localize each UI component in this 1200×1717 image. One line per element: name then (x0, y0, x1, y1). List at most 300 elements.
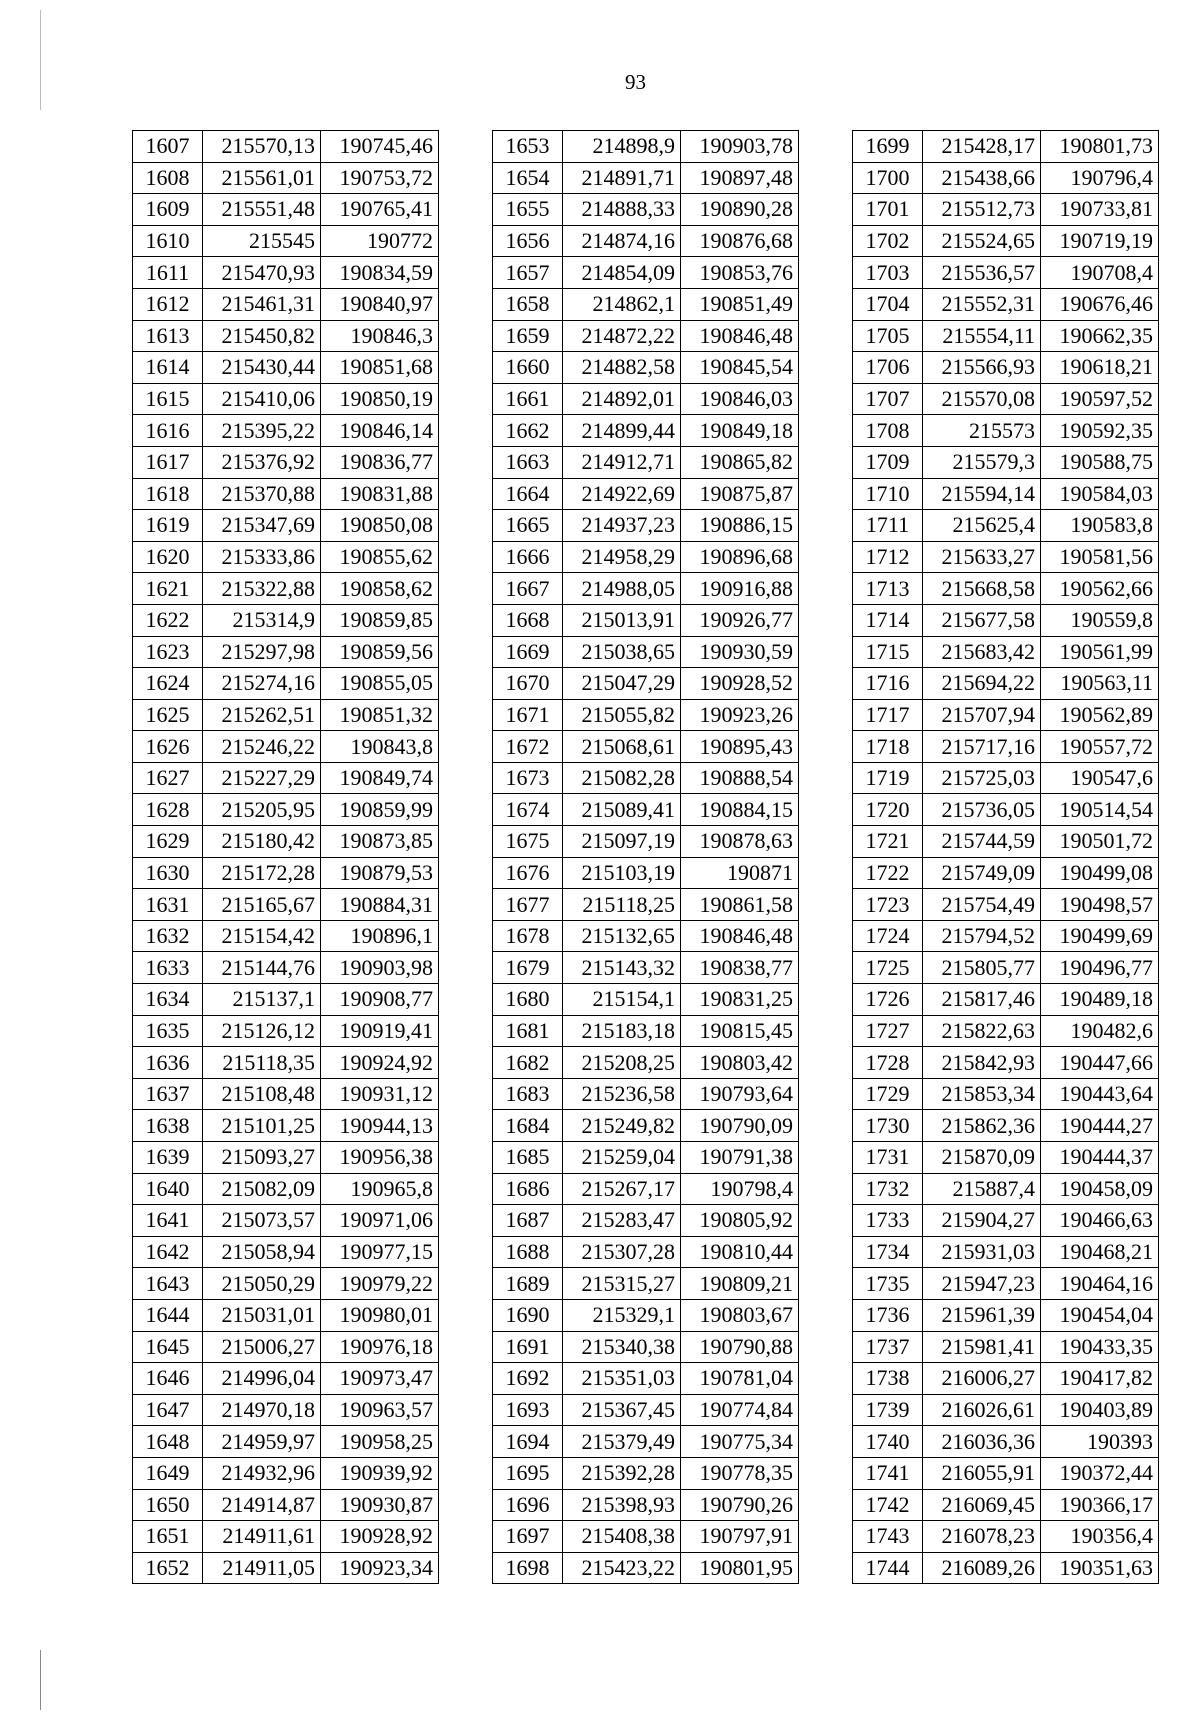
point-number-cell: 1728 (853, 1047, 923, 1079)
point-number-cell: 1617 (133, 446, 203, 478)
table-row (133, 731, 439, 763)
y-coordinate-cell: 190859,85 (321, 604, 439, 636)
x-coordinate-cell: 214911,61 (203, 1521, 321, 1553)
x-coordinate-cell: 214891,71 (563, 162, 681, 194)
x-coordinate-cell: 215082,28 (563, 762, 681, 794)
x-coordinate-cell: 215108,48 (203, 1078, 321, 1110)
table-row (133, 383, 439, 415)
table-row (853, 1331, 1159, 1363)
coordinates-table-1 (132, 130, 439, 1584)
point-number-cell: 1729 (853, 1078, 923, 1110)
point-number-cell: 1650 (133, 1489, 203, 1521)
y-coordinate-cell: 190393 (1041, 1426, 1159, 1458)
table-row (493, 288, 799, 320)
x-coordinate-cell: 215805,77 (923, 952, 1041, 984)
table-row (493, 1299, 799, 1331)
y-coordinate-cell: 190928,92 (321, 1521, 439, 1553)
point-number-cell: 1615 (133, 383, 203, 415)
x-coordinate-cell: 214988,05 (563, 573, 681, 605)
x-coordinate-cell: 215101,25 (203, 1110, 321, 1142)
table-row (133, 446, 439, 478)
point-number-cell: 1744 (853, 1552, 923, 1584)
table-row (493, 952, 799, 984)
table-row (133, 1015, 439, 1047)
table-row (493, 1521, 799, 1553)
x-coordinate-cell: 215093,27 (203, 1142, 321, 1174)
point-number-cell: 1712 (853, 541, 923, 573)
x-coordinate-cell: 215006,27 (203, 1331, 321, 1363)
point-number-cell: 1711 (853, 510, 923, 542)
x-coordinate-cell: 216089,26 (923, 1552, 1041, 1584)
point-number-cell: 1645 (133, 1331, 203, 1363)
y-coordinate-cell: 190924,92 (321, 1047, 439, 1079)
x-coordinate-cell: 215594,14 (923, 478, 1041, 510)
y-coordinate-cell: 190850,08 (321, 510, 439, 542)
point-number-cell: 1673 (493, 762, 563, 794)
y-coordinate-cell: 190859,56 (321, 636, 439, 668)
x-coordinate-cell: 215749,09 (923, 857, 1041, 889)
table-row (133, 889, 439, 921)
table-row (493, 478, 799, 510)
y-coordinate-cell: 190896,68 (681, 541, 799, 573)
y-coordinate-cell: 190851,68 (321, 352, 439, 384)
point-number-cell: 1696 (493, 1489, 563, 1521)
x-coordinate-cell: 215205,95 (203, 794, 321, 826)
x-coordinate-cell: 214932,96 (203, 1457, 321, 1489)
y-coordinate-cell: 190496,77 (1041, 952, 1159, 984)
x-coordinate-cell: 214959,97 (203, 1426, 321, 1458)
y-coordinate-cell: 190849,18 (681, 415, 799, 447)
table-row (853, 131, 1159, 163)
table-row (133, 288, 439, 320)
table-row (133, 1552, 439, 1584)
table-row (133, 1426, 439, 1458)
point-number-cell: 1609 (133, 194, 203, 226)
table-row (853, 1236, 1159, 1268)
x-coordinate-cell: 216006,27 (923, 1363, 1041, 1395)
y-coordinate-cell: 190939,92 (321, 1457, 439, 1489)
y-coordinate-cell: 190865,82 (681, 446, 799, 478)
x-coordinate-cell: 215367,45 (563, 1394, 681, 1426)
table-row (133, 225, 439, 257)
table-row (133, 952, 439, 984)
point-number-cell: 1727 (853, 1015, 923, 1047)
x-coordinate-cell: 215725,03 (923, 762, 1041, 794)
y-coordinate-cell: 190581,56 (1041, 541, 1159, 573)
table-row (133, 762, 439, 794)
table-row (133, 478, 439, 510)
y-coordinate-cell: 190851,32 (321, 699, 439, 731)
point-number-cell: 1641 (133, 1205, 203, 1237)
table-row (853, 1142, 1159, 1174)
point-number-cell: 1700 (853, 162, 923, 194)
y-coordinate-cell: 190798,4 (681, 1173, 799, 1205)
y-coordinate-cell: 190356,4 (1041, 1521, 1159, 1553)
point-number-cell: 1684 (493, 1110, 563, 1142)
table-row (493, 225, 799, 257)
x-coordinate-cell: 215259,04 (563, 1142, 681, 1174)
point-number-cell: 1612 (133, 288, 203, 320)
y-coordinate-cell: 190928,52 (681, 668, 799, 700)
point-number-cell: 1607 (133, 131, 203, 163)
table-row (853, 194, 1159, 226)
table-row (853, 288, 1159, 320)
table-row (133, 1299, 439, 1331)
x-coordinate-cell: 215314,9 (203, 604, 321, 636)
point-number-cell: 1721 (853, 826, 923, 858)
y-coordinate-cell: 190930,87 (321, 1489, 439, 1521)
point-number-cell: 1735 (853, 1268, 923, 1300)
table-row (493, 636, 799, 668)
point-number-cell: 1624 (133, 668, 203, 700)
point-number-cell: 1667 (493, 573, 563, 605)
table-row (853, 1363, 1159, 1395)
x-coordinate-cell: 215573 (923, 415, 1041, 447)
point-number-cell: 1738 (853, 1363, 923, 1395)
y-coordinate-cell: 190845,54 (681, 352, 799, 384)
point-number-cell: 1736 (853, 1299, 923, 1331)
point-number-cell: 1726 (853, 984, 923, 1016)
table-row (853, 1489, 1159, 1521)
table-row (853, 857, 1159, 889)
table-row (493, 984, 799, 1016)
y-coordinate-cell: 190873,85 (321, 826, 439, 858)
y-coordinate-cell: 190662,35 (1041, 320, 1159, 352)
x-coordinate-cell: 215423,22 (563, 1552, 681, 1584)
point-number-cell: 1723 (853, 889, 923, 921)
x-coordinate-cell: 214882,58 (563, 352, 681, 384)
table-row (853, 1299, 1159, 1331)
y-coordinate-cell: 190351,63 (1041, 1552, 1159, 1584)
x-coordinate-cell: 214862,1 (563, 288, 681, 320)
table-row (133, 352, 439, 384)
y-coordinate-cell: 190557,72 (1041, 731, 1159, 763)
point-number-cell: 1704 (853, 288, 923, 320)
point-number-cell: 1608 (133, 162, 203, 194)
y-coordinate-cell: 190444,37 (1041, 1142, 1159, 1174)
y-coordinate-cell: 190433,35 (1041, 1331, 1159, 1363)
table-row (853, 794, 1159, 826)
y-coordinate-cell: 190958,25 (321, 1426, 439, 1458)
x-coordinate-cell: 215822,63 (923, 1015, 1041, 1047)
y-coordinate-cell: 190896,1 (321, 920, 439, 952)
x-coordinate-cell: 215118,35 (203, 1047, 321, 1079)
x-coordinate-cell: 215089,41 (563, 794, 681, 826)
table-row (493, 604, 799, 636)
table-row (853, 383, 1159, 415)
point-number-cell: 1646 (133, 1363, 203, 1395)
point-number-cell: 1633 (133, 952, 203, 984)
point-number-cell: 1653 (493, 131, 563, 163)
scan-edge-mark (40, 1650, 41, 1710)
y-coordinate-cell: 190843,8 (321, 731, 439, 763)
y-coordinate-cell: 190965,8 (321, 1173, 439, 1205)
point-number-cell: 1686 (493, 1173, 563, 1205)
table-row (493, 1110, 799, 1142)
y-coordinate-cell: 190930,59 (681, 636, 799, 668)
table-row (853, 320, 1159, 352)
table-row (853, 573, 1159, 605)
table-row (493, 352, 799, 384)
y-coordinate-cell: 190778,35 (681, 1457, 799, 1489)
table-row (853, 415, 1159, 447)
point-number-cell: 1642 (133, 1236, 203, 1268)
point-number-cell: 1716 (853, 668, 923, 700)
y-coordinate-cell: 190809,21 (681, 1268, 799, 1300)
point-number-cell: 1705 (853, 320, 923, 352)
table-row (493, 668, 799, 700)
point-number-cell: 1652 (133, 1552, 203, 1584)
point-number-cell: 1649 (133, 1457, 203, 1489)
point-number-cell: 1618 (133, 478, 203, 510)
y-coordinate-cell: 190977,15 (321, 1236, 439, 1268)
point-number-cell: 1619 (133, 510, 203, 542)
y-coordinate-cell: 190514,54 (1041, 794, 1159, 826)
x-coordinate-cell: 215430,44 (203, 352, 321, 384)
x-coordinate-cell: 215132,65 (563, 920, 681, 952)
y-coordinate-cell: 190944,13 (321, 1110, 439, 1142)
y-coordinate-cell: 190876,68 (681, 225, 799, 257)
y-coordinate-cell: 190372,44 (1041, 1457, 1159, 1489)
table-row (853, 257, 1159, 289)
y-coordinate-cell: 190836,77 (321, 446, 439, 478)
table-row (853, 162, 1159, 194)
x-coordinate-cell: 215554,11 (923, 320, 1041, 352)
table-row (493, 731, 799, 763)
point-number-cell: 1699 (853, 131, 923, 163)
point-number-cell: 1678 (493, 920, 563, 952)
x-coordinate-cell: 215097,19 (563, 826, 681, 858)
point-number-cell: 1611 (133, 257, 203, 289)
table-row (853, 1457, 1159, 1489)
point-number-cell: 1665 (493, 510, 563, 542)
x-coordinate-cell: 215208,25 (563, 1047, 681, 1079)
table-row (133, 794, 439, 826)
x-coordinate-cell: 215267,17 (563, 1173, 681, 1205)
point-number-cell: 1655 (493, 194, 563, 226)
x-coordinate-cell: 215154,42 (203, 920, 321, 952)
table-row (133, 857, 439, 889)
y-coordinate-cell: 190979,22 (321, 1268, 439, 1300)
x-coordinate-cell: 215118,25 (563, 889, 681, 921)
x-coordinate-cell: 215154,1 (563, 984, 681, 1016)
table-row (133, 1268, 439, 1300)
table-row (493, 510, 799, 542)
x-coordinate-cell: 214874,16 (563, 225, 681, 257)
point-number-cell: 1689 (493, 1268, 563, 1300)
y-coordinate-cell: 190547,6 (1041, 762, 1159, 794)
point-number-cell: 1654 (493, 162, 563, 194)
x-coordinate-cell: 215668,58 (923, 573, 1041, 605)
table-row (493, 699, 799, 731)
point-number-cell: 1703 (853, 257, 923, 289)
y-coordinate-cell: 190584,03 (1041, 478, 1159, 510)
y-coordinate-cell: 190801,95 (681, 1552, 799, 1584)
table-row (493, 257, 799, 289)
x-coordinate-cell: 215545 (203, 225, 321, 257)
x-coordinate-cell: 216055,91 (923, 1457, 1041, 1489)
x-coordinate-cell: 215047,29 (563, 668, 681, 700)
y-coordinate-cell: 190956,38 (321, 1142, 439, 1174)
table-row (133, 510, 439, 542)
table-row (133, 1521, 439, 1553)
point-number-cell: 1691 (493, 1331, 563, 1363)
table-row (853, 984, 1159, 1016)
table-row (853, 889, 1159, 921)
y-coordinate-cell: 190447,66 (1041, 1047, 1159, 1079)
table-row (853, 1173, 1159, 1205)
point-number-cell: 1648 (133, 1426, 203, 1458)
x-coordinate-cell: 215246,22 (203, 731, 321, 763)
y-coordinate-cell: 190831,25 (681, 984, 799, 1016)
table-row (133, 541, 439, 573)
table-row (133, 1142, 439, 1174)
table-row (133, 984, 439, 1016)
table-row (133, 1394, 439, 1426)
x-coordinate-cell: 215744,59 (923, 826, 1041, 858)
point-number-cell: 1697 (493, 1521, 563, 1553)
y-coordinate-cell: 190875,87 (681, 478, 799, 510)
x-coordinate-cell: 215438,66 (923, 162, 1041, 194)
point-number-cell: 1706 (853, 352, 923, 384)
y-coordinate-cell: 190851,49 (681, 288, 799, 320)
table-row (493, 794, 799, 826)
y-coordinate-cell: 190850,19 (321, 383, 439, 415)
x-coordinate-cell: 215347,69 (203, 510, 321, 542)
x-coordinate-cell: 215370,88 (203, 478, 321, 510)
x-coordinate-cell: 215307,28 (563, 1236, 681, 1268)
y-coordinate-cell: 190561,99 (1041, 636, 1159, 668)
table-row (133, 636, 439, 668)
point-number-cell: 1663 (493, 446, 563, 478)
x-coordinate-cell: 215038,65 (563, 636, 681, 668)
point-number-cell: 1629 (133, 826, 203, 858)
point-number-cell: 1693 (493, 1394, 563, 1426)
table-row (853, 541, 1159, 573)
table-row (133, 131, 439, 163)
y-coordinate-cell: 190559,8 (1041, 604, 1159, 636)
table-row (493, 1552, 799, 1584)
table-row (853, 826, 1159, 858)
point-number-cell: 1698 (493, 1552, 563, 1584)
table-row (133, 194, 439, 226)
table-row (133, 1205, 439, 1237)
x-coordinate-cell: 215398,93 (563, 1489, 681, 1521)
x-coordinate-cell: 215931,03 (923, 1236, 1041, 1268)
y-coordinate-cell: 190971,06 (321, 1205, 439, 1237)
y-coordinate-cell: 190923,26 (681, 699, 799, 731)
coordinates-table-3 (852, 130, 1159, 1584)
point-number-cell: 1664 (493, 478, 563, 510)
table-row (493, 320, 799, 352)
y-coordinate-cell: 190859,99 (321, 794, 439, 826)
x-coordinate-cell: 215579,3 (923, 446, 1041, 478)
x-coordinate-cell: 215461,31 (203, 288, 321, 320)
point-number-cell: 1671 (493, 699, 563, 731)
y-coordinate-cell: 190855,62 (321, 541, 439, 573)
x-coordinate-cell: 215470,93 (203, 257, 321, 289)
y-coordinate-cell: 190884,15 (681, 794, 799, 826)
point-number-cell: 1621 (133, 573, 203, 605)
point-number-cell: 1613 (133, 320, 203, 352)
point-number-cell: 1743 (853, 1521, 923, 1553)
y-coordinate-cell: 190482,6 (1041, 1015, 1159, 1047)
y-coordinate-cell: 190765,41 (321, 194, 439, 226)
point-number-cell: 1677 (493, 889, 563, 921)
table-row (493, 131, 799, 163)
x-coordinate-cell: 215707,94 (923, 699, 1041, 731)
x-coordinate-cell: 215683,42 (923, 636, 1041, 668)
y-coordinate-cell: 190805,92 (681, 1205, 799, 1237)
table-row (493, 194, 799, 226)
point-number-cell: 1610 (133, 225, 203, 257)
x-coordinate-cell: 215570,13 (203, 131, 321, 163)
point-number-cell: 1714 (853, 604, 923, 636)
y-coordinate-cell: 190803,67 (681, 1299, 799, 1331)
point-number-cell: 1679 (493, 952, 563, 984)
point-number-cell: 1713 (853, 573, 923, 605)
table-row (493, 383, 799, 415)
x-coordinate-cell: 214898,9 (563, 131, 681, 163)
y-coordinate-cell: 190897,48 (681, 162, 799, 194)
point-number-cell: 1660 (493, 352, 563, 384)
x-coordinate-cell: 215126,12 (203, 1015, 321, 1047)
x-coordinate-cell: 214937,23 (563, 510, 681, 542)
table-row (493, 762, 799, 794)
point-number-cell: 1623 (133, 636, 203, 668)
y-coordinate-cell: 190926,77 (681, 604, 799, 636)
point-number-cell: 1742 (853, 1489, 923, 1521)
y-coordinate-cell: 190908,77 (321, 984, 439, 1016)
y-coordinate-cell: 190858,62 (321, 573, 439, 605)
scan-edge-mark (40, 10, 41, 110)
y-coordinate-cell: 190846,48 (681, 920, 799, 952)
table-row (853, 352, 1159, 384)
x-coordinate-cell: 215058,94 (203, 1236, 321, 1268)
x-coordinate-cell: 215512,73 (923, 194, 1041, 226)
point-number-cell: 1717 (853, 699, 923, 731)
y-coordinate-cell: 190976,18 (321, 1331, 439, 1363)
y-coordinate-cell: 190923,34 (321, 1552, 439, 1584)
point-number-cell: 1680 (493, 984, 563, 1016)
x-coordinate-cell: 215137,1 (203, 984, 321, 1016)
point-number-cell: 1614 (133, 352, 203, 384)
x-coordinate-cell: 215717,16 (923, 731, 1041, 763)
point-number-cell: 1643 (133, 1268, 203, 1300)
x-coordinate-cell: 215410,06 (203, 383, 321, 415)
table-row (853, 604, 1159, 636)
table-row (853, 1552, 1159, 1584)
point-number-cell: 1657 (493, 257, 563, 289)
point-number-cell: 1733 (853, 1205, 923, 1237)
table-row (133, 415, 439, 447)
x-coordinate-cell: 215395,22 (203, 415, 321, 447)
x-coordinate-cell: 215315,27 (563, 1268, 681, 1300)
point-number-cell: 1722 (853, 857, 923, 889)
point-number-cell: 1737 (853, 1331, 923, 1363)
x-coordinate-cell: 215392,28 (563, 1457, 681, 1489)
y-coordinate-cell: 190853,76 (681, 257, 799, 289)
y-coordinate-cell: 190973,47 (321, 1363, 439, 1395)
x-coordinate-cell: 215180,42 (203, 826, 321, 858)
y-coordinate-cell: 190733,81 (1041, 194, 1159, 226)
x-coordinate-cell: 215236,58 (563, 1078, 681, 1110)
table-row (133, 1489, 439, 1521)
x-coordinate-cell: 215262,51 (203, 699, 321, 731)
table-row (133, 162, 439, 194)
table-row (133, 1457, 439, 1489)
y-coordinate-cell: 190772 (321, 225, 439, 257)
